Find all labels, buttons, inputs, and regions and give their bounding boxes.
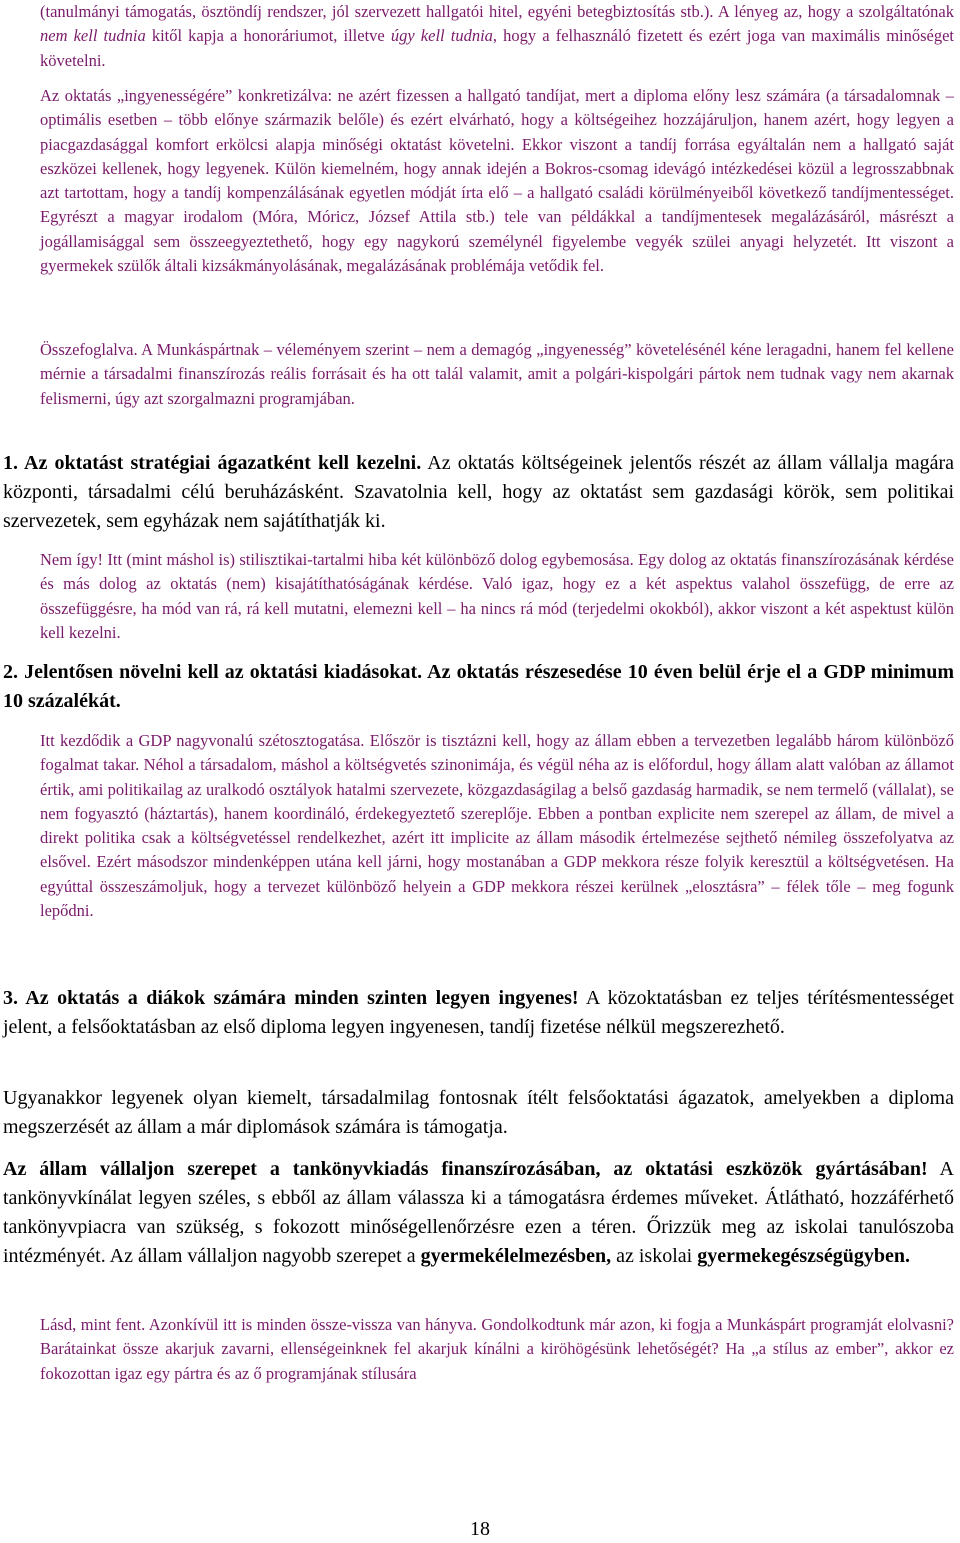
program-point-heading: 1. Az oktatást stratégiai ágazatként kell kezelni. <box>3 452 422 474</box>
bold-run: gyermekegészségügyben. <box>697 1245 910 1267</box>
page-number: 18 <box>470 1518 490 1540</box>
program-point-3 <box>0 984 960 1042</box>
commentary-paragraph-tuition: Az oktatás „ingyenességére” konkretizálva: ne azért fizessen a hallgató tandíjat, mert a diploma előny lesz számára (a társadalomnak – optimális esetben – több előnye származik belőle) és ezért elvárható, hogy a költségeihez hozzájáruljon, hanem azért, hogy legyen a piacgazdasággal komfort erkölcsi alapja minőségi oktatást követelni. Ekkor viszont a tandíj forrása egyáltalán nem a hallgató saját eszközei kellenek, hogy legyenek. Külön kiemelném, hogy annak idején a Bokros-csomag idevágó intézkedései közül a legrosszabbnak azt tartottam, hogy a tandíj kompenzálásának egyetlen módját írta elő – a hallgató családi körülményeiből következő tandíjmentességet. Egyrészt a magyar irodalom (Móra, Móricz, József Attila stb.) tele van példákkal a tandíjmentesek megalázásáról, másrészt a jogállamisággal sem összeegyeztethető, hogy egy nagykorú személynél figyelembe vegyék szülei anyagi helyzetét. Itt viszont a gyermekek szülők általi kizsákmányolásának, megalázásának problémája vetődik fel. <box>40 86 954 276</box>
italic-run: úgy kell tudnia <box>390 26 493 46</box>
program-point-2 <box>0 658 960 716</box>
program-paragraph-higher-education: Ugyanakkor legyenek olyan kiemelt, társadalmilag fontosnak ítélt felsőoktatási ágazatok, amelyekben a diploma megszerzését az állam a már diplomások számára is támogatja. <box>3 1087 954 1138</box>
text-run: (tanulmányi támogatás, ösztöndíj rendszer, jól szervezett hallgatói hitel, egyéni betegbiztosítás stb.). A lényeg az, hogy a szolgáltatónak <box>40 2 954 21</box>
text-run: kitől kapja a honoráriumot, illetve <box>145 26 391 46</box>
commentary-paragraph-intro <box>0 0 960 73</box>
bold-run: gyermekélelmezésben, <box>420 1245 612 1267</box>
commentary-paragraph-summary: Összefoglalva. A Munkáspártnak – véleményem szerint – nem a demagóg „ingyenesség” követelésénél kéne leragadni, hanem fel kellene mérnie a társadalmi finanszírozás reális forrásait és ha ott talál valamit, amit a polgári-kispolgári pártok nem tudnak vagy nem akarnak felismerni, úgy azt szorgalmazni programjában. <box>40 340 954 408</box>
text-run: az iskolai <box>611 1245 698 1267</box>
commentary-paragraph-closing: Lásd, mint fent. Azonkívül itt is minden össze-vissza van hányva. Gondolkodtunk már azon, ki fogja a Munkáspárt programját elolvasni? Barátainkat össze akarjuk zavarni, ellenségeinknek fel akarjuk kínálni a kiröhögésünk lehetőségét? Ha „a stílus az ember”, akkor ez fokozottan igaz egy pártra és az ő programjának stílusára <box>40 1315 954 1383</box>
program-point-1 <box>0 449 960 536</box>
commentary-paragraph-point-2: Itt kezdődik a GDP nagyvonalú szétosztogatása. Először is tisztázni kell, hogy az állam ebben a tervezetben legalább három különböző fogalmat takar. Néhol a társadalom, máshol a költségvetés szinonimája, és végül néha az is előfordul, hogy állam alatt valóban az államot értik, ami politikailag az uralkodó osztályok hatalmi szervezete, közgazdaságilag a belső gazdaság harmadik, se nem termelő (vállalat), se nem fogyasztó (háztartás), hanem koordináló, érdekegyeztető szereplője. Ebben a pontban explicite nem szerepel az állam, de mivel a direkt politika csak a költségvetéssel rendelkezhet, azért itt implicite az állam második értelmezése sejthető némileg összefolyatva az elsővel. Ezért másodszor mindenképpen utána kell járni, hogy mostanában a GDP mekkora része folyik keresztül a költségvetésen. Ha egyúttal összeszámoljuk, hogy a tervezet különböző helyein a GDP mekkora részei kerülnek „elosztásra” – félek tőle – meg fogunk lepődni. <box>40 731 954 921</box>
text-run: Az oktatás költségeinek jelentős részét az állam vállalja magára központi, társadalmi célú beruházásként. Szavatolnia kell, hogy az oktatást sem gazdasági körök, sem politikai szervezetek, sem egyházak nem sajátíthatják ki. <box>3 452 955 532</box>
text-run: , hogy a felhasználó fizetett és ezért joga van maximális minőséget követelni. <box>40 26 955 70</box>
program-point-heading: 2. Jelentősen növelni kell az oktatási kiadásokat. Az oktatás részesedése 10 éven belül érje el a GDP minimum 10 százalékát. <box>3 661 954 712</box>
commentary-paragraph-point-1: Nem így! Itt (mint máshol is) stilisztikai-tartalmi hiba két különböző dolog egybemosása. Egy dolog az oktatás finanszírozásának kérdése és más dolog az oktatás (nem) kisajátíthatóságának kérdése. Való igaz, hogy ez a két aspektus valahol összefügg, de erre az összefüggésre, ha mód van rá, rá kell mutatni, elemezni kell – ha nincs rá mód (terjedelmi okokból), akkor viszont a két aspektust külön kell kezelni. <box>40 550 954 642</box>
text-run: A közoktatásban ez teljes térítésmentességet jelent, a felsőoktatásban az első diploma legyen ingyenesen, tandíj fizetése nélkül megszerezhető. <box>3 987 954 1038</box>
program-point-heading: 3. Az oktatás a diákok számára minden szinten legyen ingyenes! <box>3 987 579 1009</box>
program-paragraph-textbooks <box>0 1155 960 1271</box>
program-point-heading: Az állam vállaljon szerepet a tankönyvkiadás finanszírozásában, az oktatási eszközök gyártásában! <box>3 1158 928 1180</box>
italic-run: nem kell tudnia <box>40 26 146 46</box>
text-run: A tankönyvkínálat legyen széles, s ebből az állam válassza ki a támogatásra érdemes műveket. Átlátható, hozzáférhető tankönyvpiacra van szükség, s fokozott minőségellenőrzésre ezen a téren. Őrizzük meg az iskolai tanulószoba intézményét. Az állam vállaljon nagyobb szerepet a <box>3 1158 954 1267</box>
